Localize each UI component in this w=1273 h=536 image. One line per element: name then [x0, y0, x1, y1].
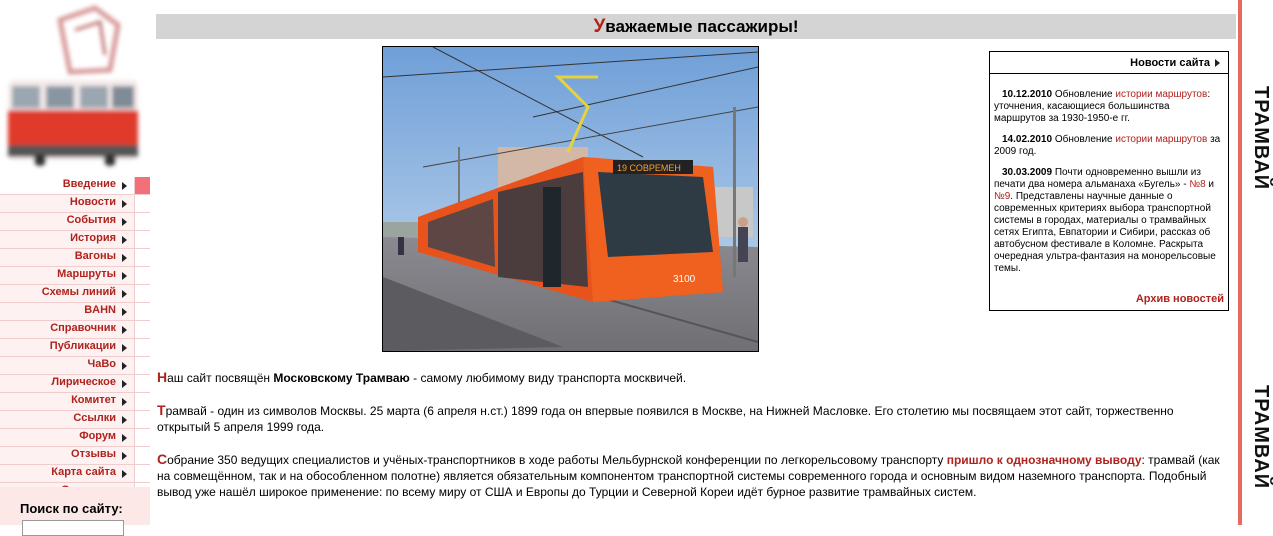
nav-item-news[interactable]	[0, 195, 150, 213]
arrow-right-icon	[122, 290, 127, 298]
arrow-right-icon	[122, 380, 127, 388]
nav-item-links[interactable]	[0, 411, 150, 429]
nav-marker	[134, 303, 150, 320]
side-banner-accent	[1238, 0, 1242, 525]
paragraph-text: обрание 350 ведущих специалистов и учёных-транспортников в ходе работы Мельбурнской конференции по легкорельсовому транспорту	[167, 453, 947, 467]
news-text: Обновление	[1052, 134, 1116, 145]
side-banner-text: ТРАМВАЙ	[1250, 385, 1272, 490]
drop-cap: С	[157, 451, 168, 467]
news-link[interactable]: истории маршрутов	[1115, 89, 1208, 100]
nav-item-routes[interactable]	[0, 267, 150, 285]
conference-conclusion-link[interactable]: пришло к однозначному выводу	[946, 453, 1142, 467]
nav-marker	[134, 393, 150, 410]
route-sign: 19 СОВРЕМЕН	[617, 163, 681, 173]
nav-item-bahn[interactable]	[0, 303, 150, 321]
news-box	[989, 51, 1229, 311]
nav-marker	[134, 465, 150, 482]
nav-item-sitemap[interactable]	[0, 465, 150, 483]
conference-paragraph	[157, 451, 1227, 500]
nav-item-label: Ссылки	[73, 412, 116, 424]
nav-marker	[134, 321, 150, 338]
nav-item-label: Отзывы	[71, 448, 116, 460]
nav-marker	[134, 339, 150, 356]
tram-photo	[382, 46, 759, 352]
arrow-right-icon	[1215, 59, 1220, 67]
tram-logo-image	[0, 0, 150, 176]
paragraph-bold-text: Московскому Трамваю	[273, 371, 410, 385]
news-archive-link[interactable]: Архив новостей	[1135, 293, 1224, 305]
nav-item-label: BAHN	[84, 304, 116, 316]
main-navigation	[0, 177, 150, 501]
nav-item-forum[interactable]	[0, 429, 150, 447]
nav-marker	[134, 447, 150, 464]
arrow-right-icon	[122, 362, 127, 370]
page-title-initial: У	[593, 16, 606, 37]
news-text: Почти одновременно вышли из печати два номера альманаха «Бугель» -	[994, 167, 1201, 190]
nav-item-label: Публикации	[49, 340, 116, 352]
history-paragraph	[157, 402, 1227, 435]
nav-item-label: Введение	[62, 178, 116, 190]
news-date: 10.12.2010	[1002, 89, 1053, 100]
intro-paragraph	[157, 369, 1227, 386]
left-column	[0, 0, 150, 525]
nav-marker	[134, 231, 150, 248]
news-text: и	[1205, 179, 1215, 190]
nav-item-label: События	[66, 214, 116, 226]
nav-marker	[134, 249, 150, 266]
paragraph-text: : трамвай (как на совмещённом, так и на обособленном полотне) является обязательным компонентом транспортной системы современного города и основным видом наземного транспорта. Подобный вывод уже нашёл широкое применение: по всему миру от США и Европы до Турции и Северной Кореи идёт бурное развитие трамвайных систем.	[157, 453, 1220, 499]
search-label: Поиск по сайту:	[20, 501, 123, 516]
nav-marker	[134, 285, 150, 302]
page-title-bar	[156, 14, 1236, 39]
nav-marker	[134, 357, 150, 374]
arrow-right-icon	[122, 398, 127, 406]
arrow-right-icon	[122, 200, 127, 208]
news-text: Обновление	[1052, 89, 1116, 100]
nav-item-label: Комитет	[71, 394, 116, 406]
nav-item-events[interactable]	[0, 213, 150, 231]
site-logo[interactable]	[0, 0, 150, 176]
news-item	[994, 134, 1224, 158]
nav-item-history[interactable]	[0, 231, 150, 249]
nav-marker	[134, 429, 150, 446]
nav-item-label: ЧаВо	[87, 358, 116, 370]
news-box-divider	[990, 73, 1228, 74]
nav-item-reference[interactable]	[0, 321, 150, 339]
page-title	[593, 17, 798, 36]
search-input[interactable]	[22, 520, 124, 536]
nav-item-label: Схемы линий	[41, 286, 116, 298]
tram-photo-image	[383, 47, 758, 351]
nav-item-cars[interactable]	[0, 249, 150, 267]
fleet-number: 3100	[673, 274, 696, 285]
news-list	[994, 89, 1224, 284]
nav-item-label: Справочник	[50, 322, 116, 334]
side-banner-text: ТРАМВАЙ	[1250, 86, 1272, 191]
paragraph-text: рамвай - один из символов Москвы. 25 марта (6 апреля н.ст.) 1899 года он впервые появился в Москве, на Нижней Масловке. Его столетию мы посвящаем этот сайт, торжественно открытый 5 апреля 1999 года.	[157, 404, 1174, 434]
nav-item-committee[interactable]	[0, 393, 150, 411]
arrow-right-icon	[122, 344, 127, 352]
news-text: за 2009 год.	[994, 134, 1221, 157]
nav-item-label: История	[70, 232, 116, 244]
news-text: : уточнения, касающиеся большинства маршрутов за 1930-1950-е гг.	[994, 89, 1211, 124]
nav-item-feedback[interactable]	[0, 447, 150, 465]
nav-marker	[134, 375, 150, 392]
news-date: 30.03.2009	[1002, 167, 1053, 178]
page-title-text: важаемые пассажиры!	[605, 17, 799, 36]
paragraph-text: - самому любимому виду транспорта москвичей.	[409, 371, 687, 385]
arrow-right-icon	[122, 470, 127, 478]
nav-item-label: Лирическое	[51, 376, 116, 388]
nav-item-label: Маршруты	[57, 268, 116, 280]
news-item	[994, 89, 1224, 125]
news-date: 14.02.2010	[1002, 134, 1053, 145]
news-link[interactable]: №9	[994, 191, 1011, 202]
arrow-right-icon	[122, 182, 127, 190]
site-search	[0, 487, 150, 525]
arrow-right-icon	[122, 434, 127, 442]
arrow-right-icon	[122, 452, 127, 460]
news-item	[994, 167, 1224, 275]
arrow-right-icon	[122, 254, 127, 262]
arrow-right-icon	[122, 236, 127, 244]
main-content	[157, 369, 1227, 516]
nav-item-faq[interactable]	[0, 357, 150, 375]
news-link[interactable]: истории маршрутов	[1115, 134, 1208, 145]
nav-item-line-maps[interactable]	[0, 285, 150, 303]
nav-item-label: Новости	[69, 196, 116, 208]
news-text: . Представлены научные данные о современных критериях выбора транспортной системы в городах, материалы о трамвайных сетях Египта, Евпатории и Сибири, рассказ об автобусном фестивале в Коломне. Раскрыта очередная ультра-фантазия на монорельсовые темы.	[994, 191, 1216, 274]
nav-marker	[134, 267, 150, 284]
paragraph-text: аш сайт посвящён	[167, 371, 274, 385]
nav-item-label: Карта сайта	[51, 466, 116, 478]
nav-marker	[134, 213, 150, 230]
nav-item-intro[interactable]	[0, 177, 150, 195]
arrow-right-icon	[122, 308, 127, 316]
arrow-right-icon	[122, 272, 127, 280]
nav-marker	[134, 411, 150, 428]
drop-cap: Н	[157, 369, 168, 385]
nav-item-label: Вагоны	[74, 250, 116, 262]
drop-cap: Т	[157, 402, 166, 418]
nav-marker	[134, 195, 150, 212]
nav-item-publications[interactable]	[0, 339, 150, 357]
active-marker	[134, 177, 150, 194]
arrow-right-icon	[122, 326, 127, 334]
news-link[interactable]: №8	[1189, 179, 1206, 190]
nav-item-label: Форум	[79, 430, 116, 442]
arrow-right-icon	[122, 218, 127, 226]
nav-item-lyrical[interactable]	[0, 375, 150, 393]
news-box-title[interactable]: Новости сайта	[1130, 57, 1210, 69]
arrow-right-icon	[122, 416, 127, 424]
